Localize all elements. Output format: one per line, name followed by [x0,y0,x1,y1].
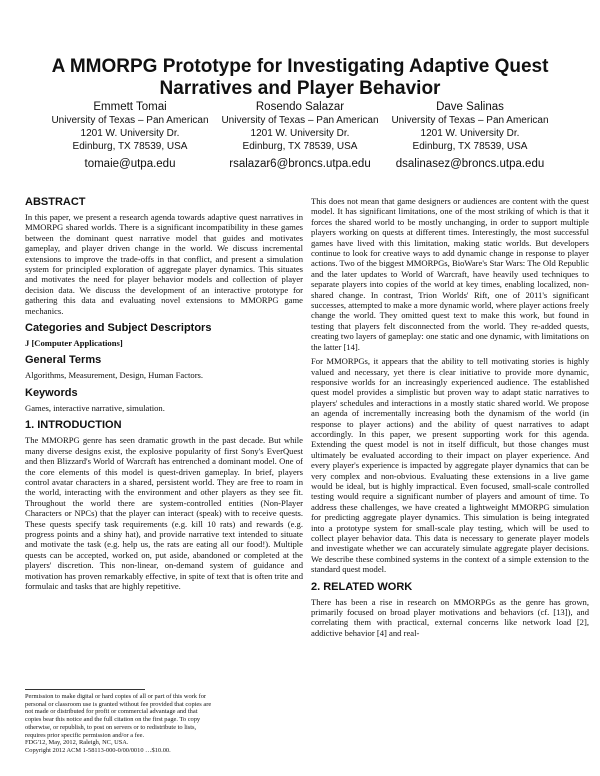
categories-heading: Categories and Subject Descriptors [25,322,212,335]
general-terms-text: Algorithms, Measurement, Design, Human Factors. [25,370,204,381]
introduction-text: The MMORPG genre has seen dramatic growth in the past decade. But while many diverse designs exist, the explosive popularity of first Sony's EverQuest and then Blizzard's World of Warcraft has entrenched a dominant model. One of the core elements of this model is quest-driven gameplay. In brief, players control avatar characters in a shared, persistent world. They are free to roam in the world, interacting with the environment and other players as they see fit. Throughout the world there are system-controlled entities (Non-Player Characters or NPCs) that the player can interact (speak) with to receive quests. These quests specify task requirements (e.g. kill 10 rats) and rewards (e.g. progress points and a shiny hat), and provide narrative text intended to situate and motivate the task (e.g. help us, the rats are eating all our food!). Multiple quests can be accepted, worked on, put aside, abandoned or completed at the players' discretion. This non-linear, on-demand system of guidance and motivation has proven remarkably effective, in spite of text that is often trite and formulaic and tasks that are highly repetitive. [25,435,303,591]
author-email: tomaie@utpa.edu [84,158,176,170]
author-block [210,100,390,172]
permission-line: personal or classroom use is granted without fee provided that copies are [25,700,212,708]
author-affiliation: University of Texas – Pan American [221,115,379,126]
author-email: rsalazar6@broncs.utpa.edu [229,158,371,170]
author-address: 1201 W. University Dr. [250,128,350,139]
copyright-line: Copyright 2012 ACM 1-58113-000-0/00/0010 …$10.00. [25,746,171,754]
related-work-text: There has been a rise in research on MMORPGs as the genre has grown, primarily focused on broad player motivations and behaviors (cf. [13]), and correlating them with practical, external concerns like network load [2], addictive behavior [4] and real- [311,596,589,638]
author-name: Dave Salinas [436,101,504,113]
author-affiliation: University of Texas – Pan American [51,115,209,126]
permission-notice [25,689,303,755]
conference-line: FDG'12, May, 2012, Raleigh, NC, USA. [25,739,129,747]
abstract-text: In this paper, we present a research agenda towards adaptive quest narratives in MMORPG shared worlds. There is a significant incompatibility in these games between the dominant quest narrative model that guides and motivates gameplay, and player driven change in the world. We discuss incremental extensions to improve the trade-offs in that conflict, and present a simulation system for principled exploration of aggregate player dynamics. This situates and motivates the need for player behavior models and collection of player decision data. We discuss the development of an interactive prototype for gathering this data and evaluating novel extensions to MMORPG game mechanics. [25,212,303,316]
author-block [380,100,560,172]
author-address: Edinburg, TX 78539, USA [412,141,528,152]
body-paragraph: This does not mean that game designers or audiences are content with the quest model. It has significant limitations, one of the most striking of which is that it forces the shared world to be mostly unchanging, in order to support multiple players working on quests at different times. Interestingly, the most successful games have lived with this limitation, making static worlds. But developers continue to look for creative ways to add dynamic change in response to player actions. Two of the biggest MMORPGs, BioWare's Star Wars: The Old Republic and the later updates to World of Warcraft, have heavily used techniques to separate players into copies of the world at key times, enabling localized, non-shared change. In contrast, Trion Worlds' Rift, one of 2011's significant successes, attempted to make a more dynamic world, where player actions freely change the world. They omitted quest text to make this work, but found in testing that players felt disconnected from the world. They re-added quests, creating two layers of gameplay: one static and one dynamic, with limitations on the latter [14]. [311,196,589,352]
permission-line: Permission to make digital or hard copies of all or part of this work for [25,693,207,700]
related-work-heading: 2. RELATED WORK [311,580,413,593]
paper-title: A MMORPG Prototype for Investigating Adaptive Quest Narratives and Player Behavior [51,56,549,99]
permission-line: copies bear this notice and the full citation on the first page. To copy [25,716,201,724]
author-affiliation: University of Texas – Pan American [391,115,549,126]
general-terms-heading: General Terms [25,354,102,367]
author-block [40,100,220,172]
author-address: Edinburg, TX 78539, USA [72,141,188,152]
footnote-rule [25,689,145,690]
keywords-text: Games, interactive narrative, simulation. [25,402,165,413]
author-name: Rosendo Salazar [255,101,345,113]
categories-text: J [Computer Applications] [25,338,123,349]
author-address: 1201 W. University Dr. [80,128,180,139]
right-column [311,196,589,642]
author-address: 1201 W. University Dr. [420,128,520,139]
introduction-heading: 1. INTRODUCTION [25,419,122,432]
left-column [25,196,303,595]
keywords-heading: Keywords [25,386,78,399]
permission-line: requires prior specific permission and/or a fee. [25,731,145,739]
author-name: Emmett Tomai [93,101,167,113]
author-address: Edinburg, TX 78539, USA [242,141,358,152]
permission-line: not made or distributed for profit or commercial advantage and that [25,708,198,716]
permission-line: otherwise, or republish, to post on servers or to redistribute to lists, [25,723,197,731]
body-paragraph: For MMORPGs, it appears that the ability to tell motivating stories is highly valued and necessary, yet there is clear initiative to provide more dynamic, responsive worlds for an increasingly experienced audience. The established quest model provides a simplistic but proven way to adapt static narratives to players' schedules and interactions in a mostly static shared world. We propose an agenda of incrementally increasing both the dynamism of the world (in response to player actions) and the ability of quest narratives to adapt accordingly. In this paper, we present supporting work for this agenda. Extending the quest model is not in itself difficult, but those changes must ultimately be evaluated according to their impact on player experience. And every player's experience is impacted by aggregate player dynamics that can be very complex and non-obvious. Evaluating these extensions in a live game would be ideal, but is highly impractical. Even focused, small-scale controlled testing would require a significant number of players and amount of time. To address these challenges, we have created a lightweight MMORPG simulation for predicting aggregate player dynamics. This simulation is being integrated into a prototype system for small-scale play testing, which will be used to collect player behavior data. This data is necessary to generate player models and investigate whether we can accurately simulate aggregate player decisions. We describe these combined systems in the context of a simple extension to the standard quest model. [311,356,589,575]
author-email: dsalinasez@broncs.utpa.edu [395,158,545,170]
abstract-heading: ABSTRACT [25,196,86,208]
